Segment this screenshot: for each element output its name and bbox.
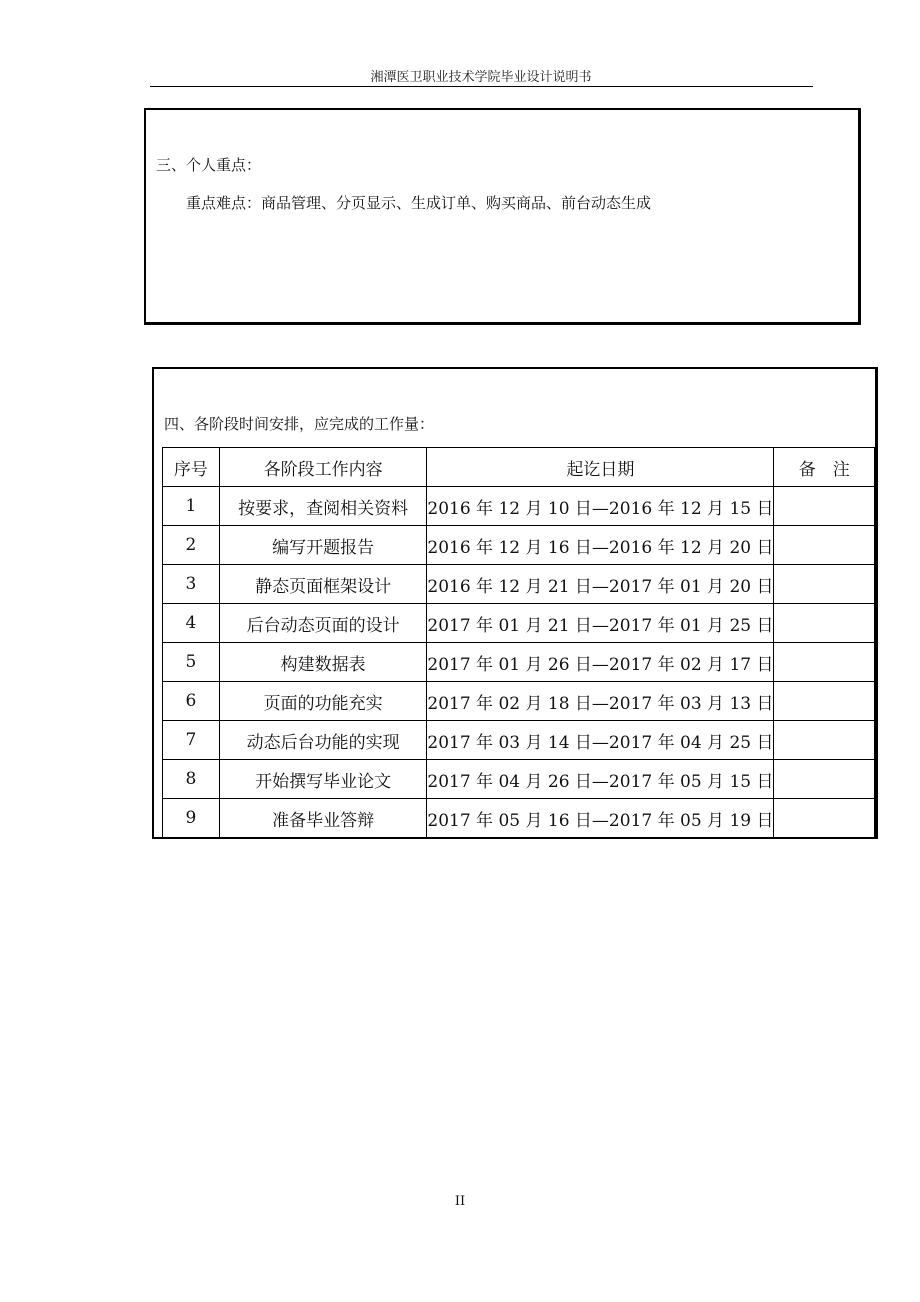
row-no: 6 [163, 682, 220, 721]
table-row [163, 760, 875, 799]
table-row [163, 604, 875, 643]
row-task: 动态后台功能的实现 [219, 721, 427, 760]
row-note [774, 526, 875, 565]
row-dates: 2016 年 12 月 10 日—2016 年 12 月 15 日 [427, 487, 774, 526]
table-row [163, 721, 875, 760]
table-row [163, 487, 875, 526]
row-note [774, 760, 875, 799]
table-row [163, 799, 875, 838]
row-no: 1 [163, 487, 220, 526]
table-row [163, 526, 875, 565]
row-note [774, 799, 875, 838]
row-no: 5 [163, 643, 220, 682]
section-personal-focus [144, 108, 861, 325]
page-number: II [454, 1194, 466, 1209]
row-dates: 2016 年 12 月 21 日—2017 年 01 月 20 日 [427, 565, 774, 604]
section-schedule [152, 367, 878, 839]
header-rule [150, 86, 813, 87]
col-header-no: 序号 [163, 448, 220, 487]
row-task: 静态页面框架设计 [219, 565, 427, 604]
row-note [774, 643, 875, 682]
schedule-header-row [163, 448, 875, 487]
table-row [163, 682, 875, 721]
table-row [163, 565, 875, 604]
row-no: 3 [163, 565, 220, 604]
row-note [774, 565, 875, 604]
row-dates: 2017 年 02 月 18 日—2017 年 03 月 13 日 [427, 682, 774, 721]
row-no: 4 [163, 604, 220, 643]
table-row [163, 643, 875, 682]
row-task: 编写开题报告 [219, 526, 427, 565]
row-note [774, 721, 875, 760]
row-dates: 2017 年 05 月 16 日—2017 年 05 月 19 日 [427, 799, 774, 838]
col-header-note: 备 注 [774, 448, 875, 487]
row-no: 7 [163, 721, 220, 760]
row-no: 9 [163, 799, 220, 838]
col-header-task: 各阶段工作内容 [219, 448, 427, 487]
row-note [774, 604, 875, 643]
schedule-table [162, 447, 875, 838]
row-task: 构建数据表 [219, 643, 427, 682]
row-dates: 2017 年 03 月 14 日—2017 年 04 月 25 日 [427, 721, 774, 760]
row-task: 准备毕业答辩 [219, 799, 427, 838]
row-no: 2 [163, 526, 220, 565]
row-dates: 2017 年 01 月 21 日—2017 年 01 月 25 日 [427, 604, 774, 643]
row-no: 8 [163, 760, 220, 799]
section3-heading: 三、个人重点： [156, 156, 262, 174]
section4-heading: 四、各阶段时间安排，应完成的工作量： [164, 415, 435, 433]
row-note [774, 682, 875, 721]
row-note [774, 487, 875, 526]
row-dates: 2017 年 04 月 26 日—2017 年 05 月 15 日 [427, 760, 774, 799]
row-task: 后台动态页面的设计 [219, 604, 427, 643]
row-task: 按要求，查阅相关资料 [219, 487, 427, 526]
row-dates: 2017 年 01 月 26 日—2017 年 02 月 17 日 [427, 643, 774, 682]
section3-body: 重点难点：商品管理、分页显示、生成订单、购买商品、前台动态生成 [186, 194, 652, 212]
row-task: 开始撰写毕业论文 [219, 760, 427, 799]
row-task: 页面的功能充实 [219, 682, 427, 721]
page-header-title: 湘潭医卫职业技术学院毕业设计说明书 [370, 70, 592, 85]
col-header-dates: 起讫日期 [427, 448, 774, 487]
row-dates: 2016 年 12 月 16 日—2016 年 12 月 20 日 [427, 526, 774, 565]
